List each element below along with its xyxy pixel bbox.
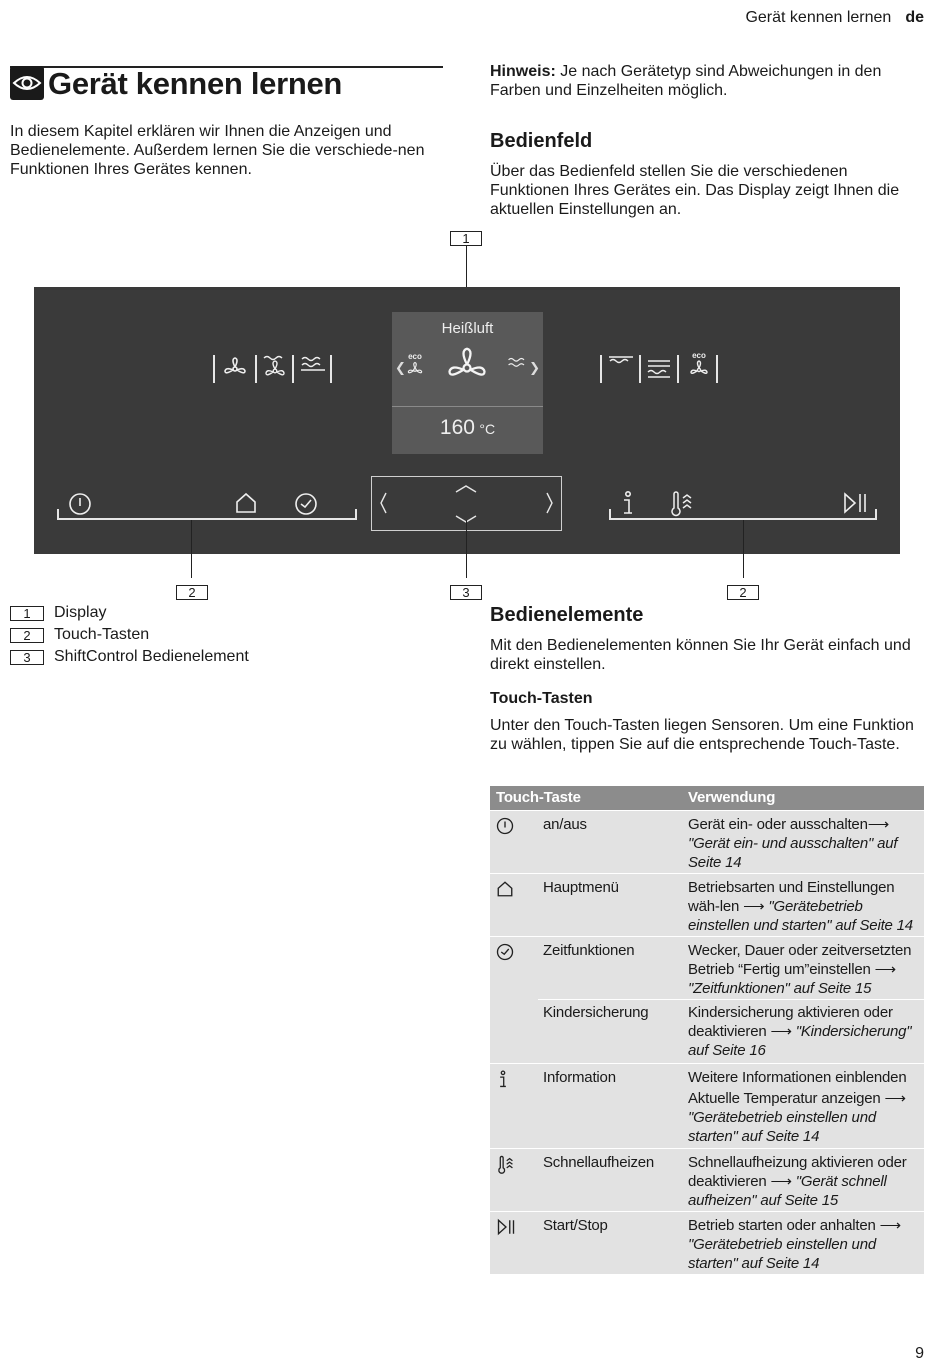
clock-button[interactable]	[294, 492, 318, 516]
key-use: Betrieb starten oder anhalten ⟶ "Gerätebetrieb einstellen und starten" auf Seite 14	[688, 1217, 901, 1272]
table-row	[490, 1148, 924, 1211]
use-ref: "Gerät ein- und ausschalten" auf Seite 14	[688, 835, 898, 871]
use-text: Betrieb starten oder anhalten	[688, 1217, 876, 1234]
display-temperature	[392, 416, 543, 440]
display-chevron-right-icon: ❯	[529, 360, 540, 375]
col-touch-taste: Touch-Taste	[496, 789, 581, 806]
use-text: Kindersicherung aktivieren oder deaktivieren	[688, 1004, 893, 1040]
table-row	[490, 936, 924, 1063]
rapid-heat-button[interactable]	[668, 490, 696, 518]
eco-label: eco	[692, 351, 706, 360]
use-text: Betriebsarten und Einstellungen wäh-len	[688, 879, 895, 915]
clock-icon	[496, 943, 516, 963]
key-use: Wecker, Dauer oder zeitversetzten Betrieb “Fertig um”einstellen ⟶ "Zeitfunktionen" auf Seite 15	[688, 942, 912, 997]
display-chevron-left-icon: ❮	[395, 360, 406, 375]
legend-label: Display	[54, 604, 107, 621]
rapid-heat-icon	[496, 1155, 516, 1175]
callout-2-right: 2	[727, 585, 759, 600]
callout-line	[191, 520, 192, 578]
fan-icon[interactable]	[222, 357, 248, 381]
callout-2-left: 2	[176, 585, 208, 600]
legend-item	[10, 646, 249, 668]
key-name: Schnellaufheizen	[543, 1154, 655, 1171]
legend-num: 3	[10, 650, 44, 665]
legend-label: Touch-Tasten	[54, 626, 150, 643]
key-name: an/aus	[543, 816, 587, 833]
note-text: Je nach Gerätetyp sind Abweichungen in den Farben und Einzelheiten möglich.	[490, 63, 882, 99]
note-label: Hinweis:	[490, 63, 556, 80]
start-stop-button[interactable]	[842, 491, 868, 515]
display-grill-icon	[506, 356, 530, 374]
key-name: Hauptmenü	[543, 879, 619, 896]
use-ref: "Zeitfunktionen" auf Seite 15	[688, 980, 872, 997]
eye-icon	[10, 66, 44, 100]
use-ref: "Gerätebetrieb einstellen und starten" auf Seite 14	[688, 1236, 876, 1272]
table-row	[490, 1063, 924, 1148]
table-row	[490, 810, 924, 873]
sub-row	[490, 999, 924, 1064]
home-button[interactable]	[234, 491, 258, 515]
col-verwendung: Verwendung	[688, 789, 776, 806]
table-row	[490, 873, 924, 936]
shift-left-chevron-icon	[381, 493, 386, 513]
shift-right-chevron-icon	[547, 493, 552, 513]
page-title: Gerät kennen lernen	[48, 66, 343, 101]
start-stop-icon	[496, 1218, 516, 1238]
bedienfeld-text: Über das Bedienfeld stellen Sie die verschiedenen Funktionen Ihres Gerätes ein. Das Display zeigt Ihnen die aktuellen Einstellungen an.	[490, 163, 900, 218]
key-use: Schnellaufheizung aktivieren oder deaktivieren ⟶ "Gerät schnell aufheizen" auf Seite 15	[688, 1154, 907, 1209]
page-number: 9	[915, 1345, 924, 1362]
temperature-unit: °C	[479, 421, 496, 437]
use-text: Schnellaufheizung aktivieren oder deaktivieren	[688, 1154, 907, 1190]
heading-bedienelemente: Bedienelemente	[490, 604, 644, 626]
legend-label: ShiftControl Bedienelement	[54, 648, 249, 665]
display-mode: Heißluft	[441, 320, 494, 337]
key-use: Kindersicherung aktivieren oder deaktivieren ⟶ "Kindersicherung" auf Seite 16	[688, 1004, 912, 1059]
grill-icon[interactable]	[299, 355, 327, 375]
bottom-heat-icon[interactable]	[645, 357, 673, 381]
legend	[10, 602, 249, 668]
top-heat-icon[interactable]	[607, 355, 635, 375]
key-name: Start/Stop	[543, 1217, 608, 1234]
power-icon	[496, 817, 516, 837]
table-row	[490, 1211, 924, 1274]
legend-num: 2	[10, 628, 44, 643]
key-use: Betriebsarten und Einstellungen wäh-len ⟶ "Gerätebetrieb einstellen und starten" auf Seite 14	[688, 879, 913, 934]
intro-text: In diesem Kapitel erklären wir Ihnen die Anzeigen und Bedienelemente. Außerdem lernen Sie die verschiede-nen Funktionen Ihres Gerätes kennen.	[10, 123, 425, 178]
display-divider	[392, 406, 543, 407]
key-use: Weitere Informationen einblenden Aktuelle Temperatur anzeigen ⟶ "Gerätebetrieb einstellen und starten" auf Seite 14	[688, 1064, 924, 1150]
row-divider	[538, 999, 924, 1000]
callout-3: 3	[450, 585, 482, 600]
info-button[interactable]	[619, 490, 637, 518]
use-ref: "Gerätebetrieb einstellen und starten" auf Seite 14	[688, 1109, 876, 1145]
header-section: Gerät kennen lernen	[745, 9, 892, 26]
key-name: Zeitfunktionen	[543, 942, 635, 959]
power-button[interactable]	[68, 492, 92, 516]
heading-bedienfeld: Bedienfeld	[490, 130, 593, 152]
callout-1: 1	[450, 231, 482, 246]
use-text: Gerät ein- oder ausschalten	[688, 816, 868, 833]
temperature-value: 160	[439, 416, 475, 439]
use-ref: "Kindersicherung" auf Seite 16	[688, 1023, 912, 1059]
info-icon	[496, 1070, 516, 1090]
header-lang: de	[905, 9, 924, 26]
shift-up-chevron-icon	[456, 486, 476, 492]
table-header	[490, 786, 924, 810]
eco-fan-icon[interactable]	[685, 351, 713, 380]
use-text-2: Aktuelle Temperatur anzeigen	[688, 1090, 881, 1107]
use-text: Weitere Informationen einblenden	[688, 1069, 907, 1086]
running-header	[745, 9, 924, 27]
display-fan-icon	[444, 347, 490, 389]
legend-item	[10, 624, 249, 646]
display-eco-fan-icon	[404, 352, 426, 379]
heading-touch-tasten: Touch-Tasten	[490, 690, 593, 707]
use-text: Wecker, Dauer oder zeitversetzten Betrieb “Fertig um”einstellen	[688, 942, 912, 978]
note	[490, 62, 930, 100]
bedienelemente-text: Mit den Bedienelementen können Sie Ihr Gerät einfach und direkt einstellen.	[490, 637, 911, 673]
display-eco-label: eco	[408, 352, 422, 361]
key-name: Kindersicherung	[543, 1004, 649, 1021]
use-ref: "Gerät schnell aufheizen" auf Seite 15	[688, 1173, 887, 1209]
home-icon	[496, 880, 516, 900]
display	[392, 312, 543, 454]
top-bottom-fan-icon[interactable]	[261, 353, 289, 383]
key-use: Gerät ein- oder ausschalten⟶ "Gerät ein- und ausschalten" auf Seite 14	[688, 816, 898, 871]
legend-item	[10, 602, 249, 624]
use-ref: "Gerätebetrieb einstellen und starten" auf Seite 14	[688, 898, 913, 934]
legend-num: 1	[10, 606, 44, 621]
touch-key-table	[490, 786, 924, 1274]
callout-line	[743, 520, 744, 578]
key-name: Information	[543, 1069, 616, 1086]
callout-line	[466, 520, 467, 578]
touch-tasten-text: Unter den Touch-Tasten liegen Sensoren. Um eine Funktion zu wählen, tippen Sie auf die entsprechende Touch-Taste.	[490, 717, 914, 753]
